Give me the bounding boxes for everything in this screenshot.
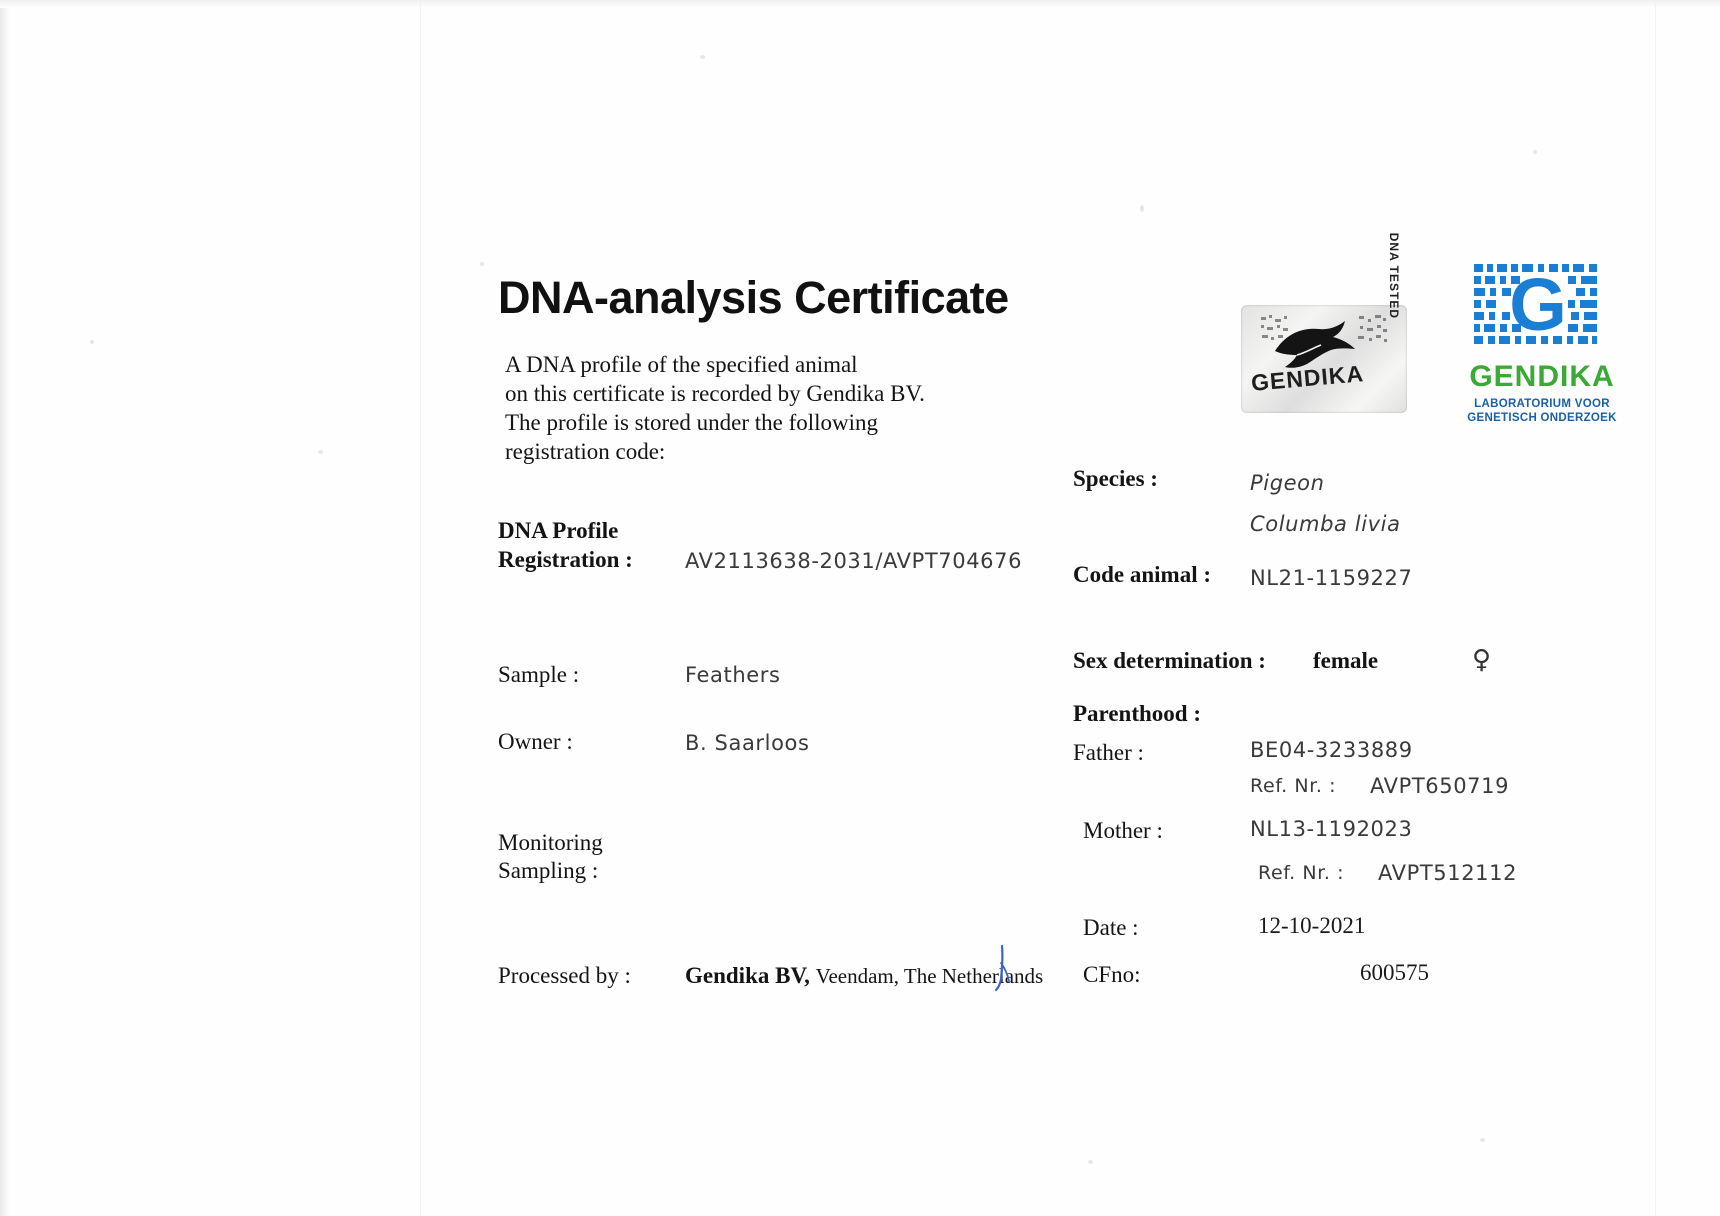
intro-line-1: A DNA profile of the specified animal	[505, 352, 858, 377]
gendika-g-mark-icon	[1472, 262, 1604, 358]
parenthood-label: Parenthood :	[1073, 701, 1201, 726]
code-animal-label: Code animal :	[1073, 562, 1211, 587]
processed-by-company: Gendika BV,	[685, 963, 810, 988]
father-value: BE04-3233889	[1250, 738, 1413, 762]
gendika-wordmark: GENDIKA	[1469, 360, 1615, 393]
gendika-subtitle-line1: LABORATORIUM VOOR	[1474, 398, 1610, 410]
gendika-logo	[1462, 262, 1622, 434]
species-label: Species :	[1073, 466, 1158, 491]
monitoring-label-line2: Sampling :	[498, 858, 599, 883]
father-label: Father :	[1073, 740, 1144, 765]
intro-paragraph	[505, 350, 925, 466]
female-symbol-icon: ♀	[1472, 645, 1492, 675]
dna-profile-registration-value: AV2113638-2031/AVPT704676	[685, 549, 1023, 573]
sticker-dna-tested-text: DNA TESTED	[1387, 232, 1401, 319]
processed-by-label: Processed by :	[498, 963, 631, 988]
gendika-subtitle-line2: GENETISCH ONDERZOEK	[1467, 412, 1617, 424]
species-value: Pigeon	[1250, 471, 1325, 495]
mother-label: Mother :	[1083, 818, 1163, 843]
mother-value: NL13-1192023	[1250, 817, 1413, 841]
father-ref-label: Ref. Nr. :	[1250, 775, 1337, 797]
father-ref-value: AVPT650719	[1370, 774, 1510, 798]
intro-line-4: registration code:	[505, 439, 666, 464]
gendika-hologram-sticker	[1241, 232, 1407, 413]
intro-line-3: The profile is stored under the following	[505, 410, 879, 435]
sample-label: Sample :	[498, 662, 580, 687]
owner-value: B. Saarloos	[685, 731, 810, 755]
sex-determination-value: female	[1313, 648, 1379, 673]
mother-ref-label: Ref. Nr. :	[1258, 862, 1345, 884]
species-latin-value: Columba livia	[1250, 512, 1401, 536]
sticker-wordmark: GENDIKA	[1250, 360, 1365, 396]
cfno-value: 600575	[1360, 960, 1429, 985]
sex-determination-label: Sex determination :	[1073, 648, 1266, 673]
svg-text:G: G	[1509, 263, 1567, 346]
page-title: DNA-analysis Certificate	[498, 272, 1009, 323]
mother-ref-value: AVPT512112	[1378, 861, 1518, 885]
intro-line-2: on this certificate is recorded by Gendika BV.	[505, 381, 925, 406]
code-animal-value: NL21-1159227	[1250, 566, 1413, 590]
pen-stroke-icon	[993, 945, 1015, 991]
date-label: Date :	[1083, 915, 1139, 940]
dna-profile-label-line2: Registration :	[498, 547, 633, 572]
date-value: 12-10-2021	[1258, 913, 1366, 938]
dna-profile-label-line1: DNA Profile	[498, 518, 619, 543]
monitoring-label-line1: Monitoring	[498, 830, 603, 855]
owner-label: Owner :	[498, 729, 573, 754]
sample-value: Feathers	[685, 663, 781, 687]
processed-by-location: Veendam, The Netherlands	[815, 964, 1044, 988]
gendika-subtitle	[1462, 397, 1622, 425]
cfno-label: CFno:	[1083, 962, 1141, 987]
